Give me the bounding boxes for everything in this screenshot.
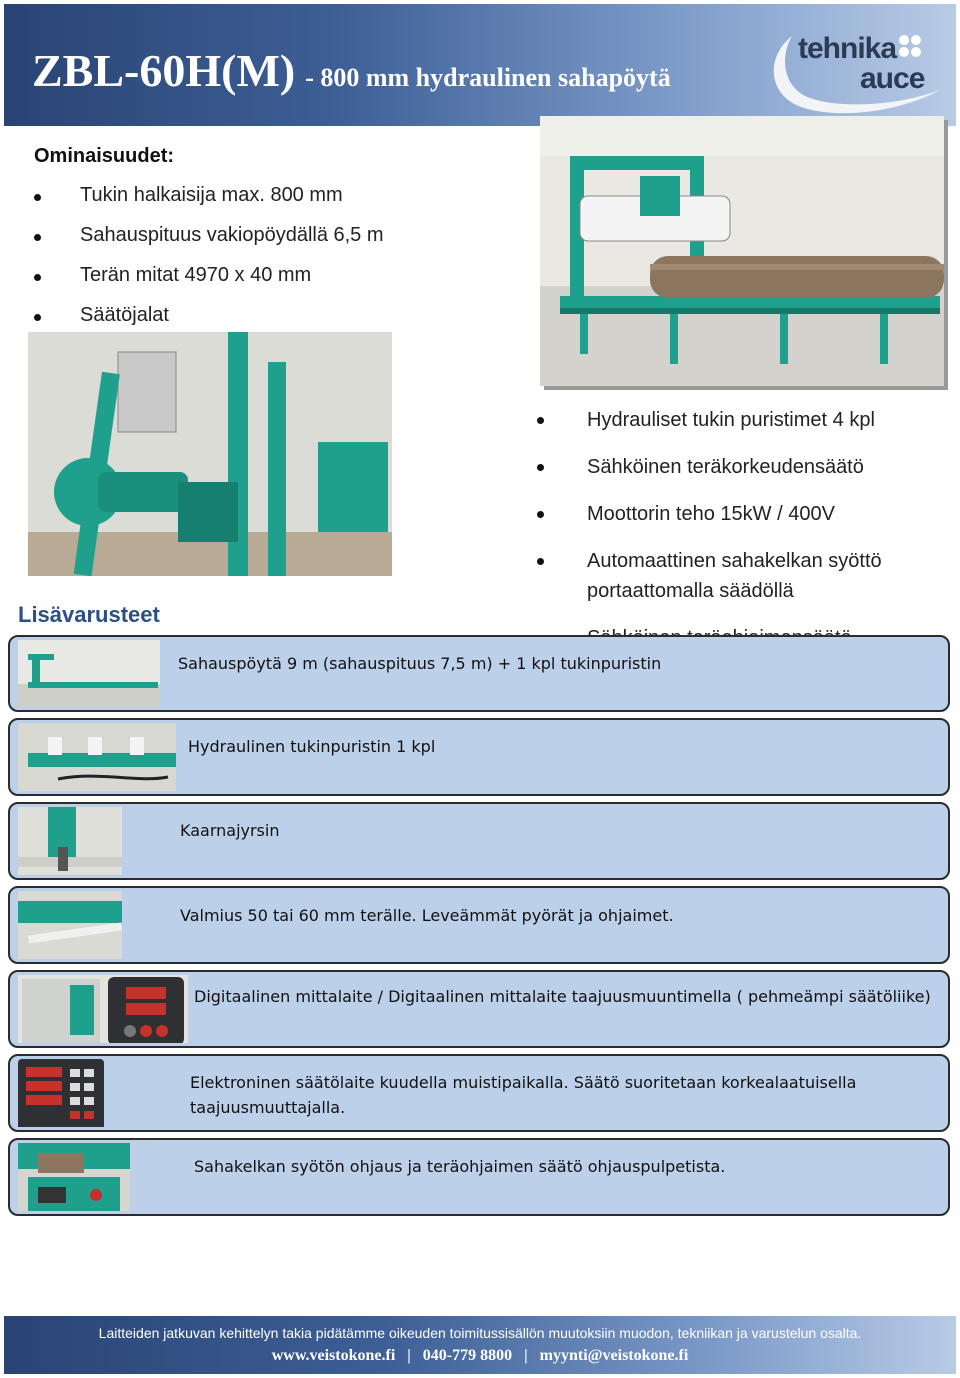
accessories-heading: Lisävarusteet xyxy=(18,602,160,627)
accessory-thumbnail xyxy=(18,723,176,791)
accessory-thumbnail xyxy=(18,975,188,1043)
brand-logo xyxy=(764,26,954,121)
footer-band xyxy=(4,1316,956,1374)
feature-item: Säätöjalat xyxy=(80,304,384,344)
accessory-item xyxy=(8,802,950,880)
accessory-thumbnail xyxy=(18,1059,104,1127)
page-title xyxy=(32,44,671,97)
accessory-item xyxy=(8,1138,950,1216)
feature-item: Tukin halkaisija max. 800 mm xyxy=(80,184,384,224)
accessory-thumbnail xyxy=(18,640,160,707)
feature-item: Hydrauliset tukin puristimet 4 kpl xyxy=(587,405,947,435)
feature-item: Sähköinen teräkorkeudensäätö xyxy=(587,452,947,482)
accessory-thumbnail xyxy=(18,807,122,875)
feature-item: Terän mitat 4970 x 40 mm xyxy=(80,264,384,304)
model-name: ZBL-60H(M) xyxy=(32,45,296,96)
accessory-item xyxy=(8,635,950,712)
accessory-thumbnail xyxy=(18,891,122,959)
accessory-text: Hydraulinen tukinpuristin 1 kpl xyxy=(188,737,436,756)
accessory-item xyxy=(8,886,950,964)
model-subtitle: - 800 mm hydraulinen sahapöytä xyxy=(305,63,671,92)
accessory-item xyxy=(8,718,950,796)
accessory-text: Elektroninen säätölaite kuudella muistipaikalla. Säätö suoritetaan korkealaatuisella taajuusmuuttajalla. xyxy=(190,1073,857,1117)
footer-contact: www.veistokone.fi | 040-779 8800 | myynti@veistokone.fi xyxy=(271,1347,689,1364)
accessory-text: Sahauspöytä 9 m (sahauspituus 7,5 m) + 1 kpl tukinpuristin xyxy=(178,654,662,673)
logo-text-bottom: auce xyxy=(860,62,925,95)
feature-item: Sahauspituus vakiopöydällä 6,5 m xyxy=(80,224,384,264)
feature-item: Moottorin teho 15kW / 400V xyxy=(587,499,947,529)
accessory-text: Sahakelkan syötön ohjaus ja teräohjaimen säätö ohjauspulpetista. xyxy=(194,1157,726,1176)
accessory-text: Kaarnajyrsin xyxy=(180,821,280,840)
accessory-text: Valmius 50 tai 60 mm terälle. Leveämmät pyörät ja ohjaimet. xyxy=(180,906,674,925)
logo-text-top: tehnika xyxy=(798,32,897,65)
feature-item: Automaattinen sahakelkan syöttö portaattomalla säädöllä xyxy=(587,546,947,606)
accessory-item xyxy=(8,970,950,1048)
footer-disclaimer: Laitteiden jatkuvan kehittelyn takia pidätämme oikeuden toimitussisällön muutoksiin muodon, tekniikan ja varustelun osalta. xyxy=(98,1325,862,1341)
accessory-text: Digitaalinen mittalaite / Digitaalinen mittalaite taajuusmuuntimella ( pehmeämpi säätöliike) xyxy=(194,987,931,1006)
sawmill-photo xyxy=(540,116,944,386)
features-heading: Ominaisuudet: xyxy=(34,145,175,167)
features-list-left xyxy=(80,184,384,344)
features-list-right xyxy=(587,405,947,670)
accessory-item xyxy=(8,1054,950,1132)
accessory-thumbnail xyxy=(18,1143,130,1211)
header-band xyxy=(4,4,956,126)
machine-detail-photo xyxy=(28,332,392,576)
